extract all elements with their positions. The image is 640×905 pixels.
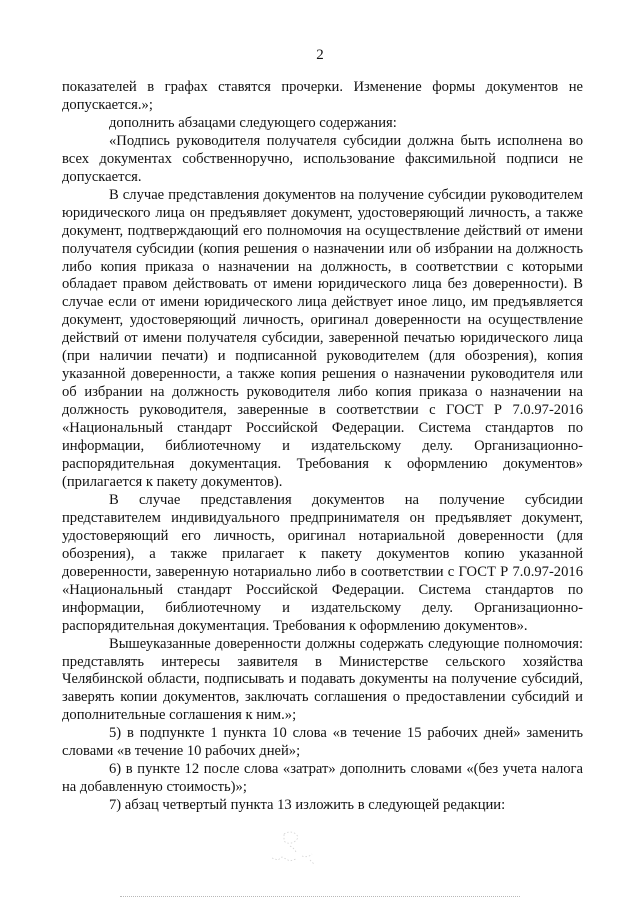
scan-bottom-edge xyxy=(120,896,520,898)
paragraph-continuation: показателей в графах ставятся прочерки. Изменение формы документов не допускается.»; xyxy=(62,79,583,113)
paragraph-item-7: 7) абзац четвертый пункта 13 изложить в следующей редакции: xyxy=(109,797,506,814)
paragraph-signature-rule: «Подпись руководителя получателя субсидии должна быть исполнена во всех документах собственноручно, использование факсимильной подписи не допускается. xyxy=(62,132,583,185)
paragraph-powers-of-attorney: Вышеуказанные доверенности должны содержать следующие полномочия: представлять интересы заявителя в Министерстве сельского хозяйства Челябинской области, подписывать и подавать документы на получение субсидий, заверять копии документов, заключать соглашения о предоставлении субсидий и дополнительные соглашения к ним.»; xyxy=(62,635,583,724)
document-body xyxy=(62,79,583,815)
paragraph-amendment-intro: дополнить абзацами следующего содержания: xyxy=(109,114,397,131)
faint-stamp-mark xyxy=(262,828,326,868)
paragraph-entrepreneur: В случае представления документов на получение субсидии представителем индивидуального предпринимателя он предъявляет документ, удостоверяющий его личность, оригинал нотариальной доверенности (для обозрения), а также прилагает к пакету документов копию указанной доверенности, заверенную нотариально либо в соответствии с ГОСТ Р 7.0.97-2016 «Национальный стандарт Российской Федерации. Система стандартов по информации, библиотечному и издательскому делу. Организационно-распорядительная документация. Требования к оформлению документов». xyxy=(62,491,583,634)
paragraph-item-5: 5) в подпункте 1 пункта 10 слова «в течение 15 рабочих дней» заменить словами «в течение 10 рабочих дней»; xyxy=(62,725,583,760)
paragraph-legal-entity: В случае представления документов на получение субсидии руководителем юридического лица он предъявляет документ, удостоверяющий личность, а также документ, подтверждающий его полномочия на осуществление действий от имени получателя субсидии (копия решения о назначении или об избрании на должность либо копия приказа о назначении на должность, в соответствии с которыми обладает правом действовать от имени юридического лица без доверенности). В случае если от имени юридического лица действует иное лицо, им предъявляется документ, удостоверяющий личность, оригинал доверенности на осуществление действий от имени получателя субсидии, заверенной печатью юридического лица (при наличии печати) и подписанной руководителем (для обозрения), копия указанной доверенности, а также копия решения о назначении руководителя или об избрании на должность руководителя либо копия приказа о назначении на должность руководителя, заверенные в соответствии с ГОСТ Р 7.0.97-2016 «Национальный стандарт Российской Федерации. Система стандартов по информации, библиотечному и издательскому делу. Организационно-распорядительная документация. Требования к оформлению документов» (прилагается к пакету документов). xyxy=(62,186,583,490)
paragraph-item-6: 6) в пункте 12 после слова «затрат» дополнить словами «(без учета налога на добавленную стоимость)»; xyxy=(62,761,583,796)
page-number: 2 xyxy=(316,47,324,63)
